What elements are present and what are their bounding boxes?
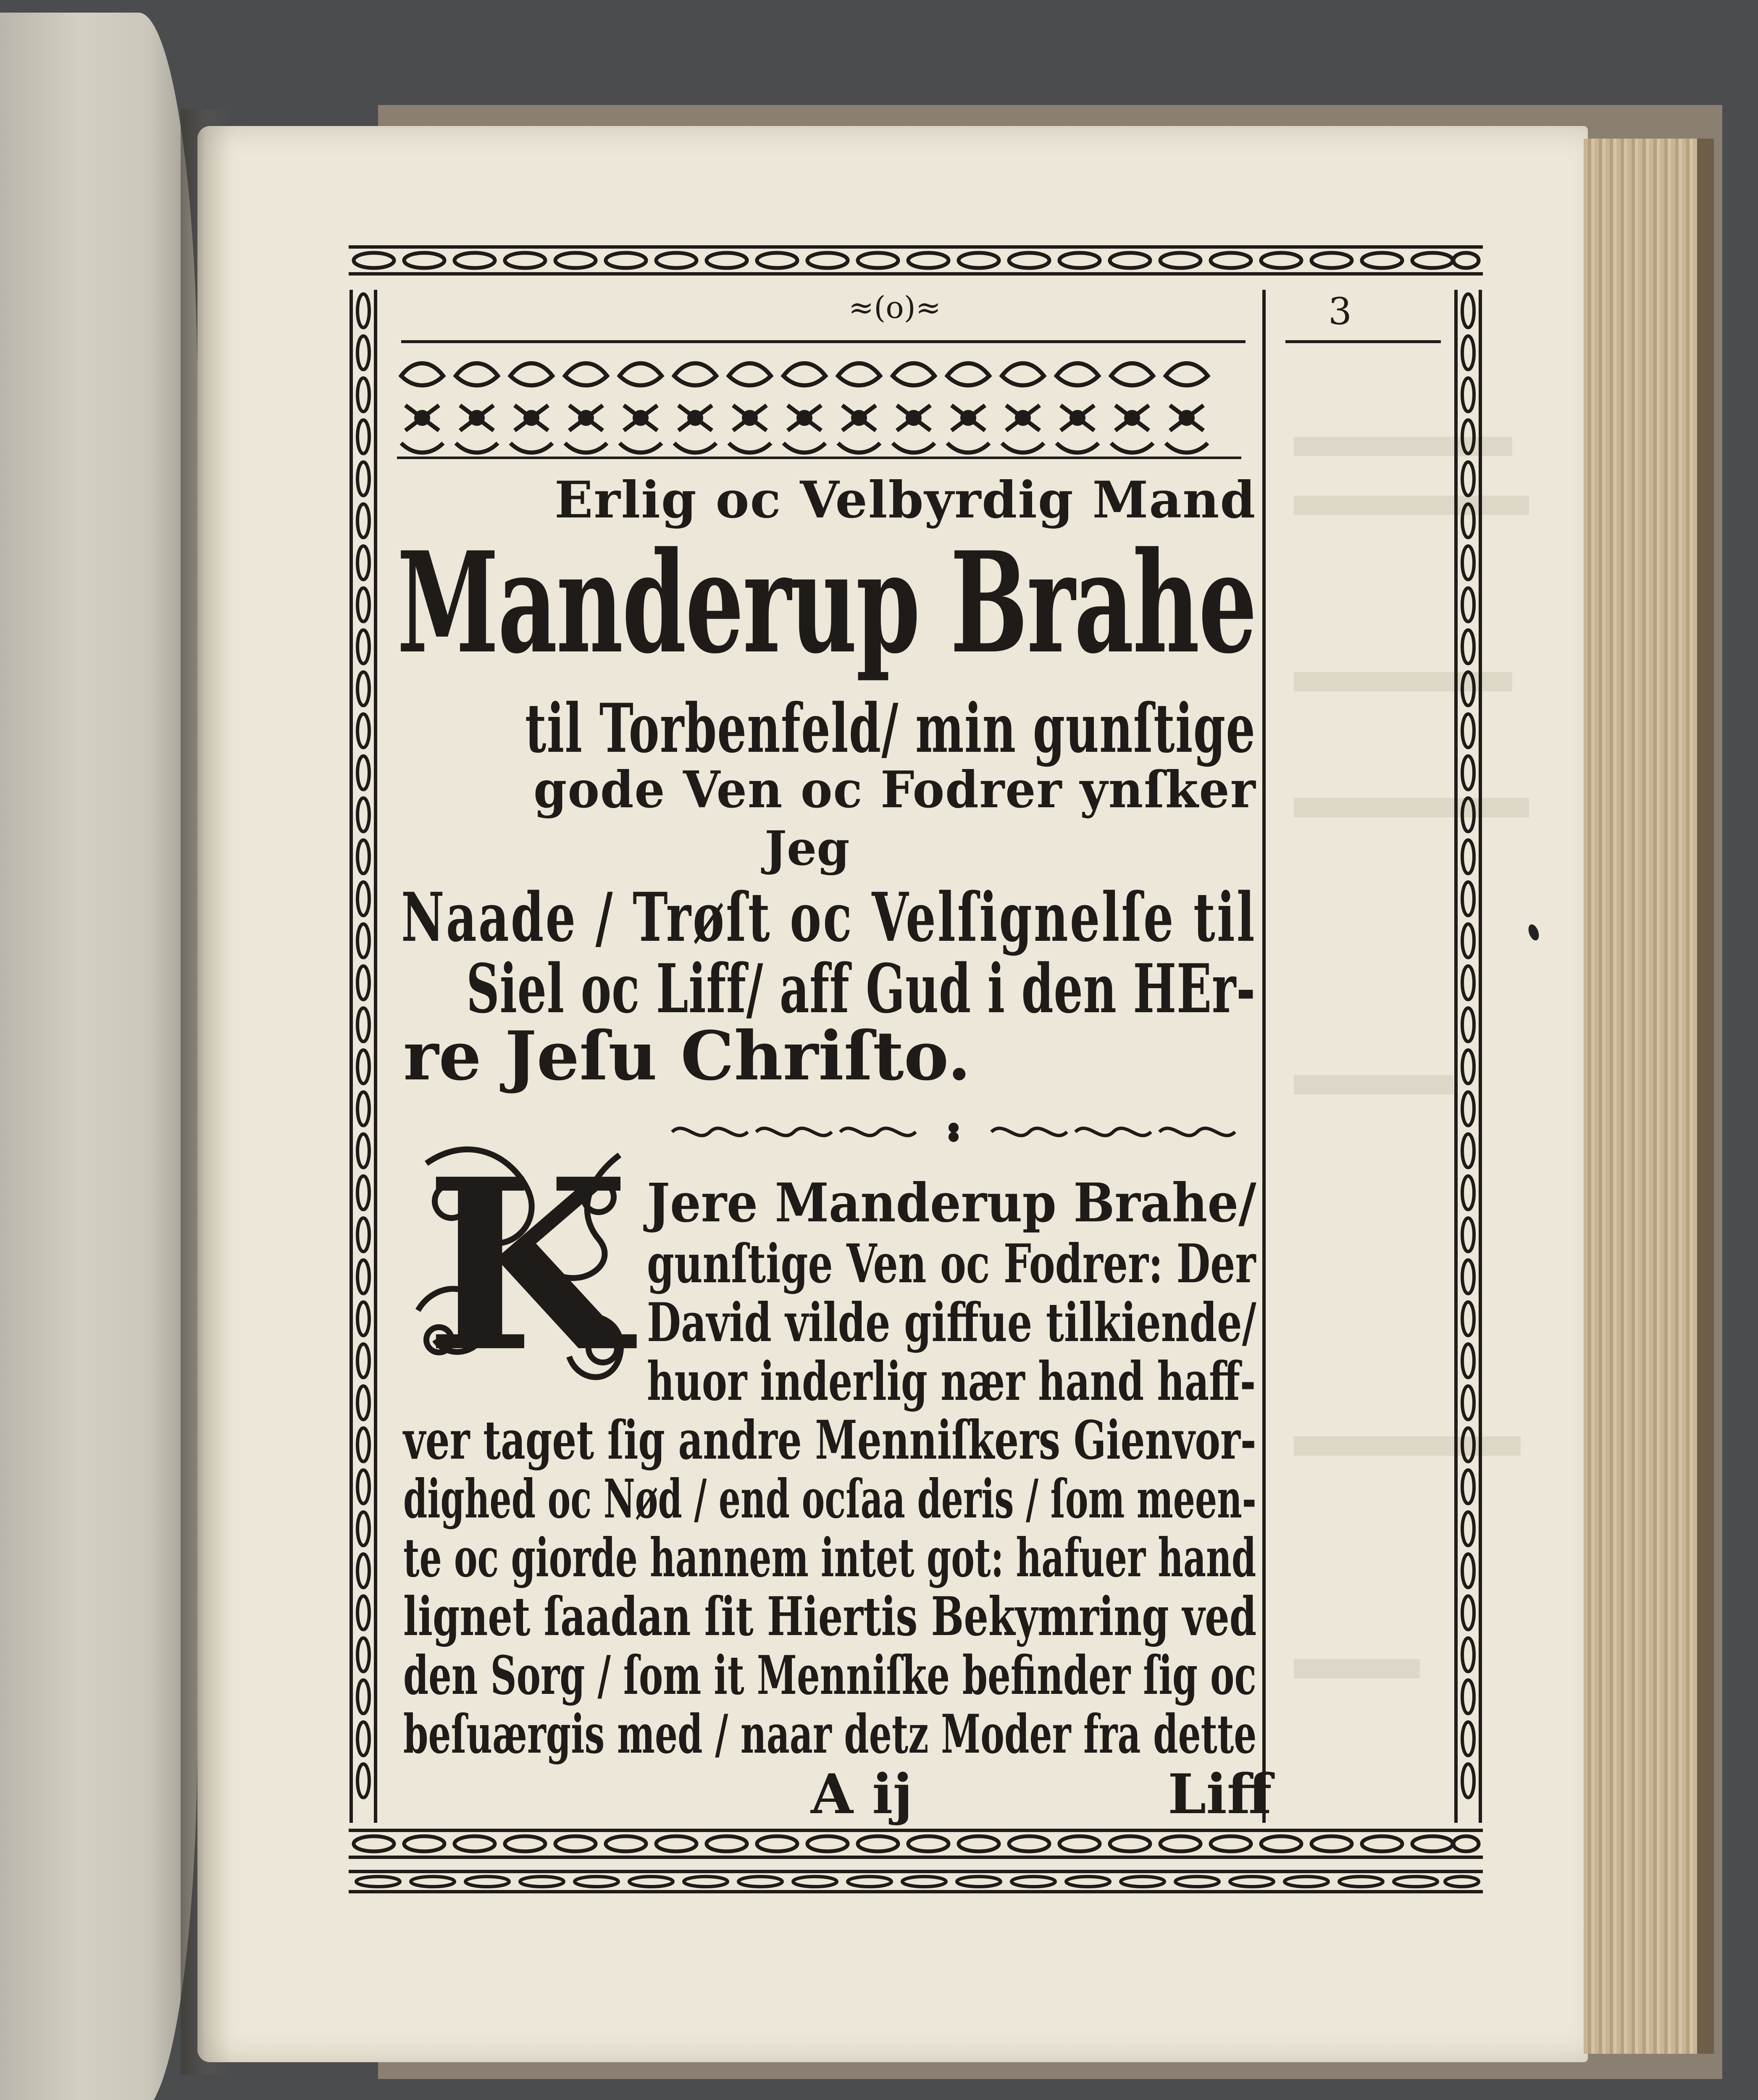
fleuron-band-ornament xyxy=(397,359,1241,460)
cover-edge xyxy=(1697,139,1714,2054)
body-line-6: dighed oc Nød / end ocſaa deris / ſom meen- xyxy=(403,1468,1256,1530)
header-ornament: ≈(o)≈ xyxy=(848,290,941,325)
left-page-curl xyxy=(0,13,197,2100)
body-line-5: ver taget ſig andre Menniſkers Gienvor- xyxy=(403,1409,1256,1471)
signature-mark: A ij xyxy=(811,1762,913,1826)
border-top-ornament xyxy=(349,244,1483,277)
decorated-initial xyxy=(401,1130,653,1403)
heading-line-7: Siel oc Liff/ aff Gud i den HEr- xyxy=(466,949,1256,1028)
small-fleuron-row xyxy=(668,1119,1239,1144)
page-fore-edge xyxy=(1584,139,1710,2054)
body-line-1: Jere Manderup Brahe/ xyxy=(647,1172,1256,1234)
heading-intro: Erlig oc Velbyrdig Mand xyxy=(554,470,1256,530)
border-left-ornament xyxy=(349,290,378,1823)
page-number-rule xyxy=(1285,340,1441,343)
gutter-shadow xyxy=(181,109,231,2075)
heading-line-8: re Jeſu Chriſto. xyxy=(403,1016,971,1095)
margin-rule xyxy=(1262,290,1266,1823)
border-bottom-ornament-2 xyxy=(349,1869,1483,1894)
body-line-2: gunſtige Ven oc Fodrer: Der xyxy=(647,1233,1256,1295)
border-right-ornament xyxy=(1453,290,1483,1823)
body-line-4: huor inderlig nær hand haff- xyxy=(647,1350,1256,1412)
body-line-10: beſuærgis med / naar detz Moder fra dette xyxy=(403,1703,1257,1765)
heading-line-5: Jeg xyxy=(765,821,850,876)
heading-line-4: gode Ven oc Fodrer ynſker xyxy=(533,760,1256,819)
catchword: Liff xyxy=(1168,1762,1272,1826)
border-bottom-ornament-1 xyxy=(349,1827,1483,1861)
body-line-9: den Sorg / ſom it Menniſke befinder ſig oc xyxy=(403,1644,1256,1706)
body-line-7: te oc giorde hannem intet got: hafuer hand xyxy=(403,1527,1256,1589)
body-line-3: David vilde giffue tilkiende/ xyxy=(647,1292,1256,1354)
heading-name: Manderup Brahe xyxy=(397,521,1256,684)
heading-line-6: Naade / Trøſt oc Velſignelſe til xyxy=(401,878,1256,957)
body-line-8: lignet ſaadan ſit Hiertis Bekymring ved xyxy=(403,1586,1257,1648)
drop-cap-letter: K xyxy=(425,1130,630,1403)
page-number: 3 xyxy=(1328,290,1352,333)
header-rule xyxy=(401,340,1246,343)
heading-line-3: til Torbenfeld/ min gunſtige xyxy=(525,689,1256,768)
